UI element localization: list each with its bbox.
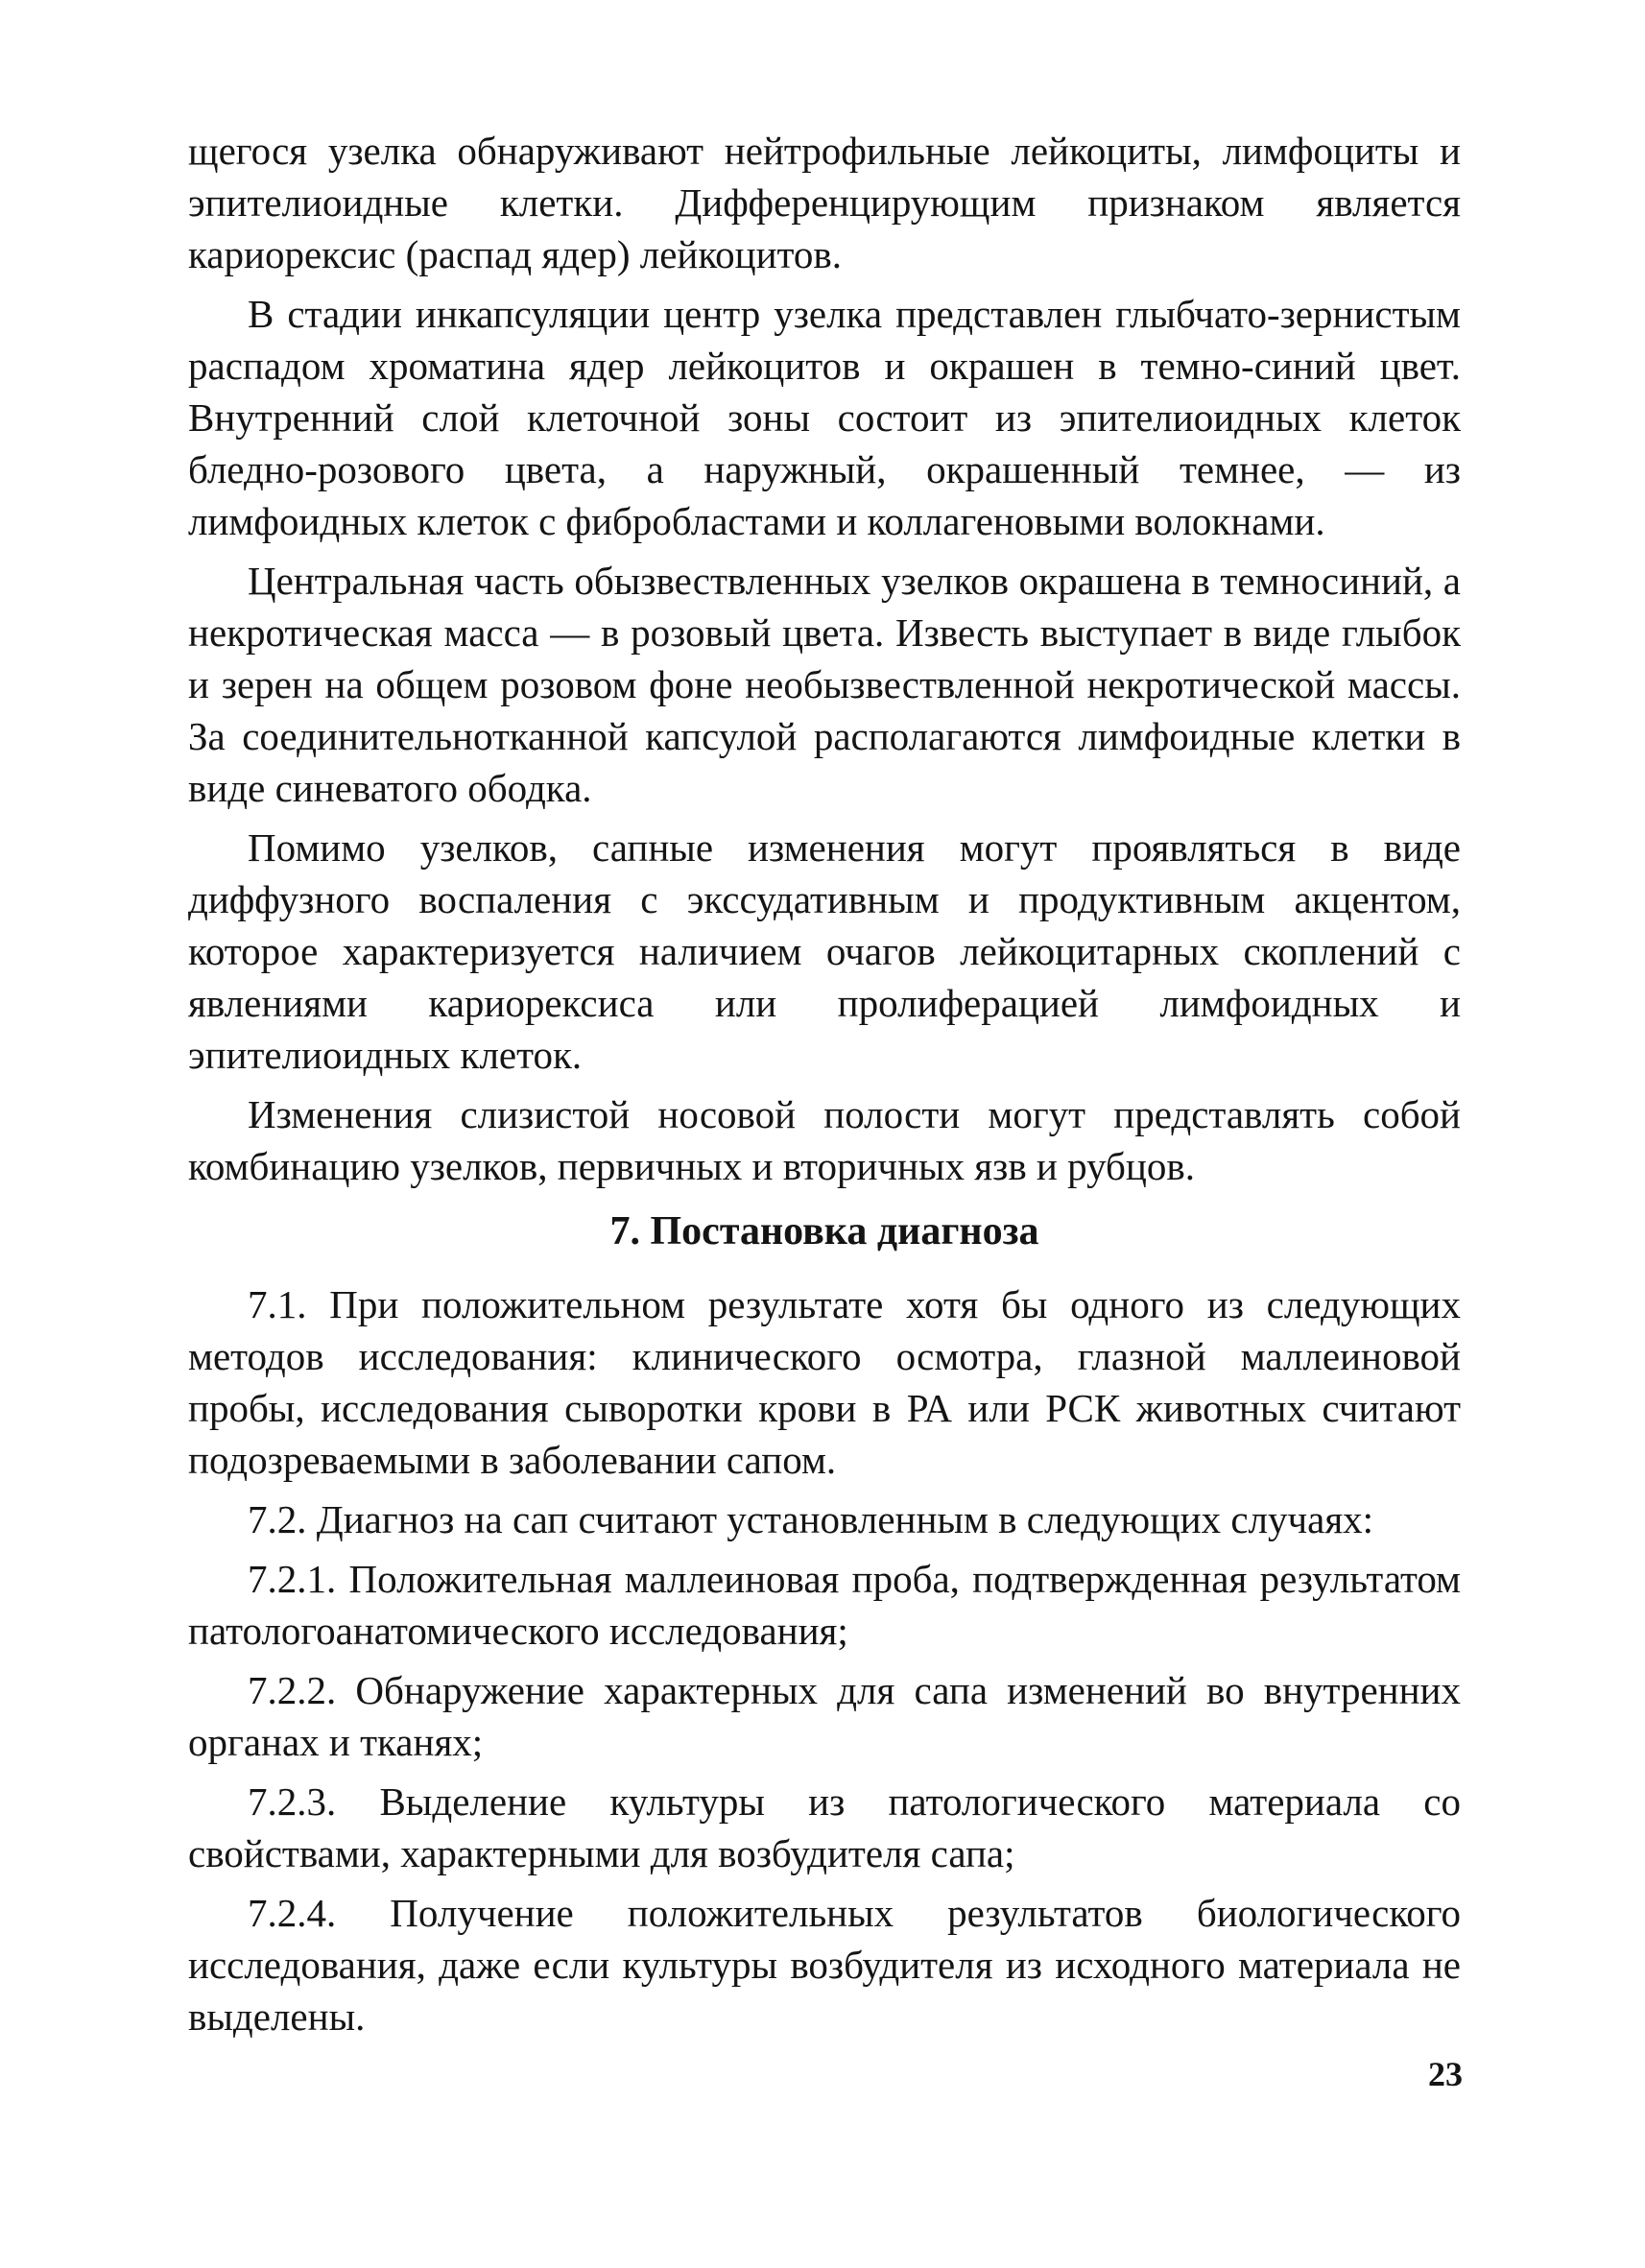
paragraph-5: Изменения слизистой носовой полости могут представлять собой комбинацию узелков, первичных и вторичных язв и рубцов. <box>188 1092 1461 1188</box>
paragraph-7-2: 7.2. Диагноз на сап считают установленным в следующих случаях: <box>248 1497 1374 1541</box>
paragraph-7-2-2: 7.2.2. Обнаружение характерных для сапа изменений во внутренних органах и тканях; <box>188 1668 1461 1764</box>
paragraph-3: Центральная часть обызвествленных узелков окрашена в темносиний, а некротическая масса — в розовый цвета. Известь выступает в виде глыбок и зерен на общем розовом фоне необызвествленной некротической массы. За соединительнотканной капсулой располагаются лимфоидные клетки в виде синеватого ободка. <box>188 559 1461 810</box>
section-heading: 7. Постановка диагноза <box>609 1209 1039 1253</box>
paragraph-1: щегося узелка обнаруживают нейтрофильные лейкоциты, лимфоциты и эпителиоидные клетки. Дифференцирующим признаком является кариорексис (распад ядер) лейкоцитов. <box>188 129 1461 276</box>
paragraph-7-2-3: 7.2.3. Выделение культуры из патологического материала со свойствами, характерными для возбудителя сапа; <box>188 1779 1461 1875</box>
paragraph-4: Помимо узелков, сапные изменения могут проявляться в виде диффузного воспаления с экссудативным и продуктивным акцентом, которое характеризуется наличием очагов лейкоцитарных скоплений с явлениями кариорексиса или пролиферацией лимфоидных и эпителиоидных клеток. <box>188 825 1461 1077</box>
paragraph-7-2-1: 7.2.1. Положительная маллеиновая проба, подтвержденная результатом патологоанатомического исследования; <box>188 1557 1461 1653</box>
page-number: 23 <box>1428 2055 1463 2093</box>
paragraph-7-1: 7.1. При положительном результате хотя бы одного из следующих методов исследования: клинического осмотра, глазной маллеиновой пробы, исследования сыворотки крови в РА или РСК животных считают подозреваемыми в заболевании сапом. <box>188 1282 1461 1482</box>
paragraph-7-2-4: 7.2.4. Получение положительных результатов биологического исследования, даже если культуры возбудителя из исходного материала не выделены. <box>188 1891 1461 2039</box>
page-body <box>188 125 1461 2050</box>
paragraph-2: В стадии инкапсуляции центр узелка представлен глыбчато-зернистым распадом хроматина ядер лейкоцитов и окрашен в темно-синий цвет. Внутренний слой клеточной зоны состоит из эпителиоидных клеток бледно-розового цвета, а наружный, окрашенный темнее, — из лимфоидных клеток с фибробластами и коллагеновыми волокнами. <box>188 292 1461 543</box>
